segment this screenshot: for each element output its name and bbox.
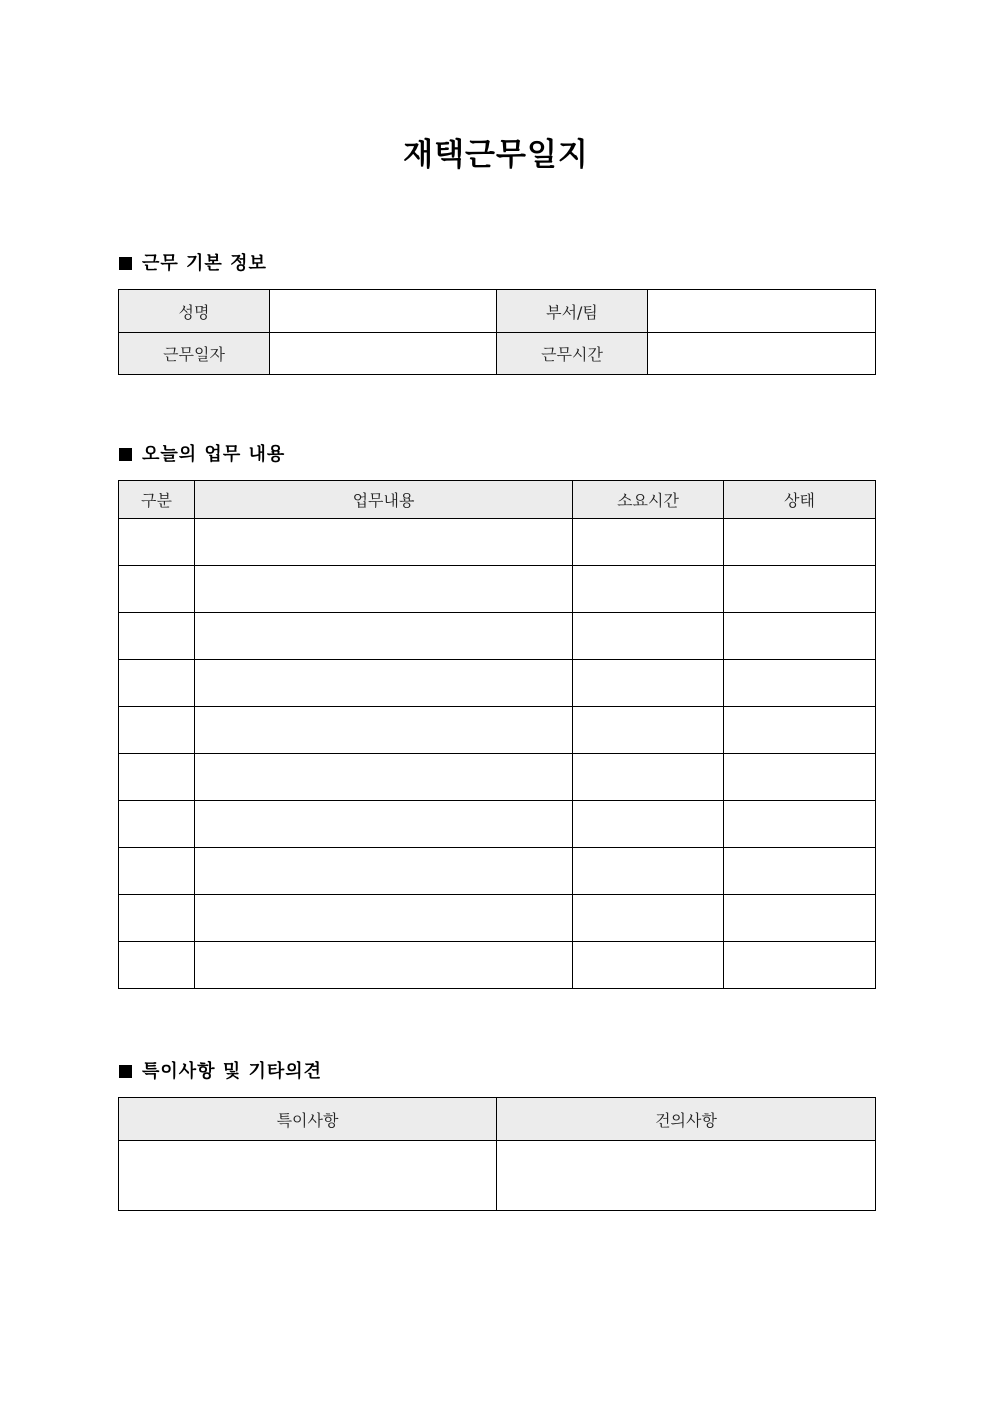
category-cell[interactable] xyxy=(119,754,195,801)
duration-cell[interactable] xyxy=(573,895,724,942)
table-row xyxy=(119,848,876,895)
section-heading-basic-info xyxy=(119,252,267,276)
duration-cell[interactable] xyxy=(573,566,724,613)
task-cell[interactable] xyxy=(195,519,573,566)
table-row xyxy=(119,290,876,333)
column-header-duration: 소요시간 xyxy=(573,481,724,519)
status-cell[interactable] xyxy=(724,660,876,707)
table-row xyxy=(119,519,876,566)
work-date-label: 근무일자 xyxy=(119,333,270,375)
category-cell[interactable] xyxy=(119,613,195,660)
task-cell[interactable] xyxy=(195,754,573,801)
duration-cell[interactable] xyxy=(573,519,724,566)
notes-table xyxy=(118,1097,876,1211)
column-header-task: 업무내용 xyxy=(195,481,573,519)
table-row xyxy=(119,566,876,613)
status-cell[interactable] xyxy=(724,566,876,613)
work-hours-field[interactable] xyxy=(648,333,876,375)
table-row xyxy=(119,613,876,660)
table-row xyxy=(119,660,876,707)
square-bullet-icon xyxy=(119,1065,132,1078)
category-cell[interactable] xyxy=(119,660,195,707)
category-cell[interactable] xyxy=(119,942,195,989)
section-heading-label: 특이사항 및 기타의견 xyxy=(142,1061,323,1082)
task-cell[interactable] xyxy=(195,660,573,707)
table-row xyxy=(119,754,876,801)
special-notes-field[interactable] xyxy=(119,1141,497,1211)
category-cell[interactable] xyxy=(119,848,195,895)
duration-cell[interactable] xyxy=(573,754,724,801)
duration-cell[interactable] xyxy=(573,660,724,707)
task-cell[interactable] xyxy=(195,895,573,942)
suggestions-field[interactable] xyxy=(497,1141,876,1211)
section-heading-label: 근무 기본 정보 xyxy=(142,253,267,274)
status-cell[interactable] xyxy=(724,801,876,848)
status-cell[interactable] xyxy=(724,707,876,754)
section-heading-tasks xyxy=(119,443,285,467)
section-heading-label: 오늘의 업무 내용 xyxy=(142,444,286,465)
task-cell[interactable] xyxy=(195,848,573,895)
table-row xyxy=(119,942,876,989)
column-header-special-notes: 특이사항 xyxy=(119,1098,497,1141)
square-bullet-icon xyxy=(119,257,132,270)
work-date-field[interactable] xyxy=(270,333,497,375)
status-cell[interactable] xyxy=(724,895,876,942)
table-header-row xyxy=(119,481,876,519)
page-title: 재택근무일지 xyxy=(403,137,589,173)
basic-info-table xyxy=(118,289,876,375)
table-row xyxy=(119,1141,876,1211)
duration-cell[interactable] xyxy=(573,942,724,989)
task-cell[interactable] xyxy=(195,942,573,989)
column-header-suggestions: 건의사항 xyxy=(497,1098,876,1141)
department-label: 부서/팀 xyxy=(497,290,648,333)
task-cell[interactable] xyxy=(195,801,573,848)
category-cell[interactable] xyxy=(119,566,195,613)
status-cell[interactable] xyxy=(724,848,876,895)
category-cell[interactable] xyxy=(119,519,195,566)
table-row xyxy=(119,801,876,848)
duration-cell[interactable] xyxy=(573,613,724,660)
category-cell[interactable] xyxy=(119,707,195,754)
table-row xyxy=(119,895,876,942)
table-row xyxy=(119,707,876,754)
task-cell[interactable] xyxy=(195,613,573,660)
name-field[interactable] xyxy=(270,290,497,333)
category-cell[interactable] xyxy=(119,801,195,848)
table-row xyxy=(119,333,876,375)
work-hours-label: 근무시간 xyxy=(497,333,648,375)
duration-cell[interactable] xyxy=(573,848,724,895)
status-cell[interactable] xyxy=(724,519,876,566)
duration-cell[interactable] xyxy=(573,801,724,848)
column-header-category: 구분 xyxy=(119,481,195,519)
status-cell[interactable] xyxy=(724,613,876,660)
task-cell[interactable] xyxy=(195,566,573,613)
square-bullet-icon xyxy=(119,448,132,461)
tasks-table xyxy=(118,480,876,989)
section-heading-notes xyxy=(119,1060,322,1084)
task-cell[interactable] xyxy=(195,707,573,754)
status-cell[interactable] xyxy=(724,942,876,989)
table-header-row xyxy=(119,1098,876,1141)
status-cell[interactable] xyxy=(724,754,876,801)
column-header-status: 상태 xyxy=(724,481,876,519)
duration-cell[interactable] xyxy=(573,707,724,754)
category-cell[interactable] xyxy=(119,895,195,942)
department-field[interactable] xyxy=(648,290,876,333)
name-label: 성명 xyxy=(119,290,270,333)
